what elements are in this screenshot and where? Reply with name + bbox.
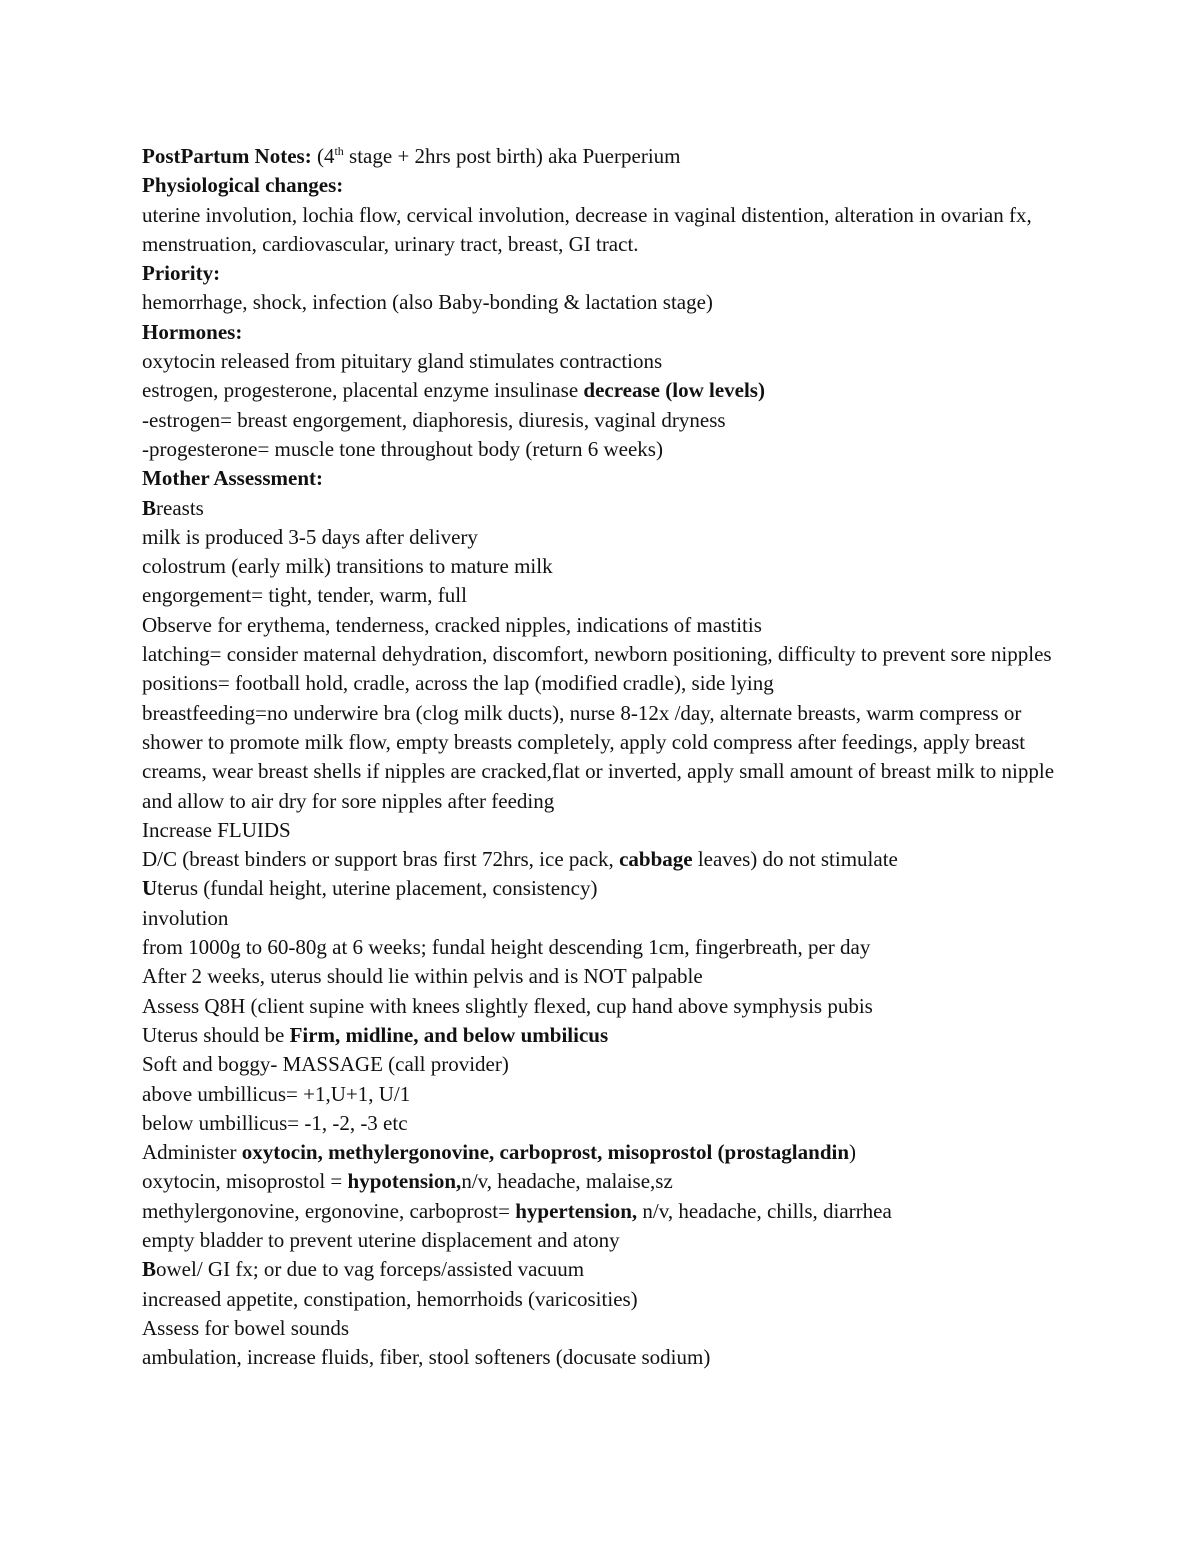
breasts-title-rest: reasts [156,495,204,520]
increase-fluids-text: Increase FLUIDS [142,817,291,842]
uterus-line: below umbillicus= -1, -2, -3 etc [142,1110,408,1135]
empty-bladder-line: empty bladder to prevent uterine displacement and atony [142,1227,620,1252]
administer-text: Administer [142,1140,242,1165]
title-text-b: stage + 2hrs post birth) aka Puerperium [343,144,681,168]
uterus-should-be-text: Uterus should be [142,1022,290,1047]
physiological-heading [142,171,1062,200]
breasts-line: colostrum (early milk) transitions to mature milk [142,554,553,579]
uterus-title-initial: U [142,876,158,901]
uterus-line: involution [142,905,229,930]
physiological-text: uterine involution, lochia flow, cervical involution, decrease in vaginal distention, alteration in ovarian fx, menstruation, cardiovascular, urinary tract, breast, GI tract. [142,202,1032,256]
uterus-line: Soft and boggy- MASSAGE (call provider) [142,1052,509,1077]
breasts-line: engorgement= tight, tender, warm, full [142,583,467,608]
methylergonovine-effects-bold: hypertension, [515,1198,638,1223]
title-superscript: th [334,144,344,158]
document-title [142,142,1062,171]
methylergonovine-effects-text-b: n/v, headache, chills, diarrhea [637,1198,892,1223]
breasts-title [142,494,1062,523]
uterus-title [142,874,1062,903]
breasts-title-initial: B [142,495,157,520]
dc-text [142,845,1062,874]
breasts-line: milk is produced 3-5 days after delivery [142,524,478,549]
dc-text-bold: cabbage [619,847,693,872]
hormones-heading [142,318,1062,347]
uterus-line: above umbillicus= +1,U+1, U/1 [142,1081,411,1106]
title-text-a: (4 [311,144,335,168]
hormones-line-2-bold: decrease (low levels) [583,378,765,403]
methylergonovine-effects-text-a: methylergonovine, ergonovine, carboprost= [142,1198,516,1223]
administer-close: ) [849,1140,857,1165]
bowel-title [142,1255,1062,1284]
hormones-line-1: oxytocin released from pituitary gland stimulates contractions [142,349,663,374]
breastfeeding-text: breastfeeding=no underwire bra (clog milk ducts), nurse 8-12x /day, alternate breasts, warm compress or shower to promote milk flow, empty breasts completely, apply cold compress after feedings, apply breast creams, wear breast shells if nipples are cracked,flat or inverted, apply small amount of breast milk to nipple and allow to air dry for sore nipples after feeding [142,700,1055,813]
uterus-line: from 1000g to 60-80g at 6 weeks; fundal height descending 1cm, fingerbreath, per day [142,935,871,960]
bowel-line: Assess for bowel sounds [142,1315,350,1340]
document-body [142,142,1062,1372]
hormones-line-3: -estrogen= breast engorgement, diaphoresis, diuresis, vaginal dryness [142,407,726,432]
mother-assessment-heading [142,464,1062,493]
positions-text: positions= football hold, cradle, across the lap (modified cradle), side lying [142,671,774,696]
hormones-heading-text: Hormones: [142,319,243,344]
uterus-title-rest: terus (fundal height, uterine placement, consistency) [157,876,598,901]
bowel-title-initial: B [142,1257,157,1282]
mother-assessment-heading-text: Mother Assessment: [142,466,324,491]
administer-bold: oxytocin, methylergonovine, carboprost, misoprostol (prostaglandin [241,1140,850,1165]
physiological-heading-text: Physiological changes: [142,173,344,198]
hormones-line-2 [142,376,1062,405]
dc-text-b: leaves) do not stimulate [692,847,898,872]
priority-text: hemorrhage, shock, infection (also Baby-bonding & lactation stage) [142,290,713,315]
bowel-title-rest: owel/ GI fx; or due to vag forceps/assisted vacuum [156,1257,585,1282]
dc-text-a: D/C (breast binders or support bras first 72hrs, ice pack, [142,847,620,872]
oxytocin-effects-bold: hypotension, [347,1169,462,1194]
bowel-line: increased appetite, constipation, hemorrhoids (varicosities) [142,1286,638,1311]
hormones-line-4: -progesterone= muscle tone throughout body (return 6 weeks) [142,436,663,461]
title-label: PostPartum Notes: [142,144,312,168]
administer-line [142,1138,1062,1167]
uterus-should-be-bold: Firm, midline, and below umbilicus [289,1022,609,1047]
breasts-line: Observe for erythema, tenderness, cracked nipples, indications of mastitis [142,612,762,637]
bowel-line: ambulation, increase fluids, fiber, stool softeners (docusate sodium) [142,1345,711,1370]
priority-heading [142,259,1062,288]
uterus-line: After 2 weeks, uterus should lie within pelvis and is NOT palpable [142,964,703,989]
uterus-should-be [142,1021,1062,1050]
oxytocin-effects-line [142,1167,1062,1196]
priority-heading-text: Priority: [142,261,221,286]
uterus-line: Assess Q8H (client supine with knees slightly flexed, cup hand above symphysis pubis [142,993,873,1018]
methylergonovine-effects-line [142,1197,1062,1226]
oxytocin-effects-text-a: oxytocin, misoprostol = [142,1169,348,1194]
hormones-line-2-text: estrogen, progesterone, placental enzyme insulinase [142,378,584,403]
latching-text: latching= consider maternal dehydration, discomfort, newborn positioning, difficulty to prevent sore nipples [142,642,1052,667]
oxytocin-effects-text-b: n/v, headache, malaise,sz [461,1169,673,1194]
